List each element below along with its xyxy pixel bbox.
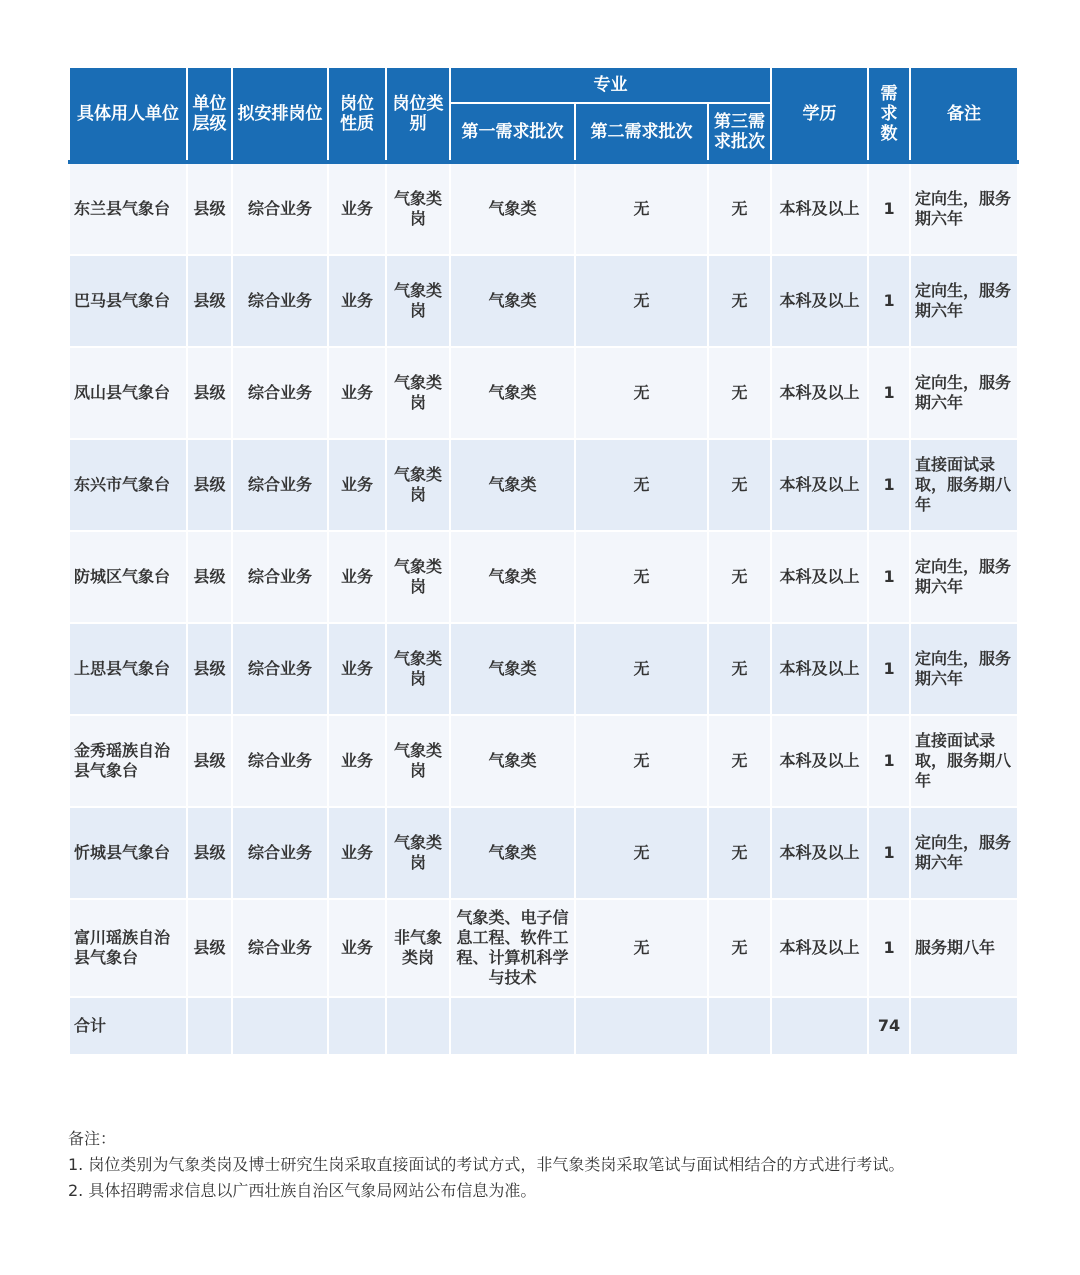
note-item: 2. 具体招聘需求信息以广西壮族自治区气象局网站公布信息为准。	[68, 1181, 537, 1200]
cell-category: 气象类岗	[386, 715, 450, 807]
cell-position: 综合业务	[232, 439, 328, 531]
header-major-third: 第三需求批次	[708, 103, 771, 162]
cell-unit: 巴马县气象台	[69, 255, 187, 347]
cell-education: 本科及以上	[771, 531, 868, 623]
cell-major-first: 气象类、电子信息工程、软件工程、计算机科学与技术	[450, 899, 575, 997]
table-row	[69, 347, 1018, 439]
cell-level: 县级	[187, 347, 232, 439]
cell-position: 综合业务	[232, 807, 328, 899]
cell-level: 县级	[187, 255, 232, 347]
cell-level: 县级	[187, 623, 232, 715]
cell-remark: 定向生，服务期六年	[910, 531, 1018, 623]
cell-nature: 业务	[328, 347, 386, 439]
cell-nature: 业务	[328, 439, 386, 531]
cell-unit: 上思县气象台	[69, 623, 187, 715]
cell-unit: 东兰县气象台	[69, 162, 187, 255]
cell-major-first: 气象类	[450, 255, 575, 347]
cell-remark: 定向生，服务期六年	[910, 162, 1018, 255]
total-empty-cell	[232, 997, 328, 1055]
cell-major-third: 无	[708, 531, 771, 623]
total-empty-cell	[708, 997, 771, 1055]
cell-major-third: 无	[708, 439, 771, 531]
total-empty-cell	[575, 997, 708, 1055]
cell-level: 县级	[187, 531, 232, 623]
cell-unit: 凤山县气象台	[69, 347, 187, 439]
cell-category: 非气象类岗	[386, 899, 450, 997]
total-count: 74	[868, 997, 910, 1055]
table-row	[69, 162, 1018, 255]
header-level: 单位层级	[187, 67, 232, 162]
table-row	[69, 531, 1018, 623]
table-row	[69, 715, 1018, 807]
recruitment-table	[68, 66, 1019, 1056]
cell-remark: 定向生，服务期六年	[910, 255, 1018, 347]
cell-unit: 忻城县气象台	[69, 807, 187, 899]
header-position: 拟安排岗位	[232, 67, 328, 162]
table-row	[69, 623, 1018, 715]
cell-major-second: 无	[575, 899, 708, 997]
cell-major-third: 无	[708, 347, 771, 439]
cell-major-second: 无	[575, 531, 708, 623]
cell-major-first: 气象类	[450, 347, 575, 439]
cell-major-third: 无	[708, 162, 771, 255]
cell-major-first: 气象类	[450, 162, 575, 255]
cell-level: 县级	[187, 899, 232, 997]
header-major: 专业	[450, 67, 771, 103]
cell-major-first: 气象类	[450, 531, 575, 623]
total-empty-cell	[910, 997, 1018, 1055]
cell-education: 本科及以上	[771, 255, 868, 347]
cell-remark: 服务期八年	[910, 899, 1018, 997]
cell-position: 综合业务	[232, 531, 328, 623]
cell-category: 气象类岗	[386, 531, 450, 623]
table-row	[69, 899, 1018, 997]
cell-level: 县级	[187, 439, 232, 531]
cell-category: 气象类岗	[386, 807, 450, 899]
cell-remark: 直接面试录取，服务期八年	[910, 715, 1018, 807]
cell-major-second: 无	[575, 255, 708, 347]
cell-level: 县级	[187, 715, 232, 807]
cell-unit: 金秀瑶族自治县气象台	[69, 715, 187, 807]
cell-major-second: 无	[575, 347, 708, 439]
cell-major-first: 气象类	[450, 623, 575, 715]
cell-count: 1	[868, 807, 910, 899]
header-category: 岗位类别	[386, 67, 450, 162]
cell-nature: 业务	[328, 162, 386, 255]
cell-unit: 东兴市气象台	[69, 439, 187, 531]
header-major-first: 第一需求批次	[450, 103, 575, 162]
header-unit: 具体用人单位	[69, 67, 187, 162]
total-row	[69, 997, 1018, 1055]
cell-major-third: 无	[708, 255, 771, 347]
cell-nature: 业务	[328, 531, 386, 623]
cell-category: 气象类岗	[386, 623, 450, 715]
cell-nature: 业务	[328, 623, 386, 715]
cell-remark: 定向生，服务期六年	[910, 807, 1018, 899]
cell-remark: 直接面试录取，服务期八年	[910, 439, 1018, 531]
cell-major-second: 无	[575, 715, 708, 807]
cell-major-first: 气象类	[450, 715, 575, 807]
header-count: 需求数	[868, 67, 910, 162]
cell-education: 本科及以上	[771, 347, 868, 439]
cell-nature: 业务	[328, 807, 386, 899]
total-empty-cell	[386, 997, 450, 1055]
header-remark: 备注	[910, 67, 1018, 162]
total-empty-cell	[450, 997, 575, 1055]
cell-education: 本科及以上	[771, 162, 868, 255]
cell-count: 1	[868, 439, 910, 531]
cell-category: 气象类岗	[386, 439, 450, 531]
cell-position: 综合业务	[232, 715, 328, 807]
notes-title: 备注：	[68, 1129, 117, 1148]
cell-nature: 业务	[328, 255, 386, 347]
total-empty-cell	[187, 997, 232, 1055]
cell-major-third: 无	[708, 715, 771, 807]
cell-count: 1	[868, 623, 910, 715]
cell-count: 1	[868, 899, 910, 997]
cell-major-first: 气象类	[450, 439, 575, 531]
cell-category: 气象类岗	[386, 162, 450, 255]
header-nature: 岗位性质	[328, 67, 386, 162]
cell-category: 气象类岗	[386, 347, 450, 439]
cell-major-third: 无	[708, 623, 771, 715]
cell-education: 本科及以上	[771, 715, 868, 807]
cell-position: 综合业务	[232, 347, 328, 439]
table-row	[69, 439, 1018, 531]
cell-count: 1	[868, 715, 910, 807]
cell-level: 县级	[187, 807, 232, 899]
cell-nature: 业务	[328, 715, 386, 807]
cell-position: 综合业务	[232, 255, 328, 347]
table-header	[69, 67, 1018, 162]
cell-major-third: 无	[708, 807, 771, 899]
cell-major-second: 无	[575, 439, 708, 531]
cell-position: 综合业务	[232, 899, 328, 997]
cell-count: 1	[868, 255, 910, 347]
cell-major-second: 无	[575, 807, 708, 899]
cell-major-second: 无	[575, 623, 708, 715]
total-empty-cell	[771, 997, 868, 1055]
notes-section	[68, 1126, 1028, 1204]
cell-position: 综合业务	[232, 162, 328, 255]
note-item: 1. 岗位类别为气象类岗及博士研究生岗采取直接面试的考试方式，非气象类岗采取笔试与面试相结合的方式进行考试。	[68, 1155, 905, 1174]
cell-count: 1	[868, 347, 910, 439]
cell-major-second: 无	[575, 162, 708, 255]
header-education: 学历	[771, 67, 868, 162]
cell-level: 县级	[187, 162, 232, 255]
total-empty-cell	[328, 997, 386, 1055]
header-major-second: 第二需求批次	[575, 103, 708, 162]
cell-unit: 富川瑶族自治县气象台	[69, 899, 187, 997]
table-row	[69, 807, 1018, 899]
cell-count: 1	[868, 531, 910, 623]
cell-remark: 定向生，服务期六年	[910, 347, 1018, 439]
cell-category: 气象类岗	[386, 255, 450, 347]
table-body	[69, 162, 1018, 1055]
table-row	[69, 255, 1018, 347]
cell-count: 1	[868, 162, 910, 255]
cell-major-third: 无	[708, 899, 771, 997]
cell-education: 本科及以上	[771, 623, 868, 715]
cell-remark: 定向生，服务期六年	[910, 623, 1018, 715]
cell-education: 本科及以上	[771, 899, 868, 997]
cell-unit: 防城区气象台	[69, 531, 187, 623]
cell-position: 综合业务	[232, 623, 328, 715]
cell-major-first: 气象类	[450, 807, 575, 899]
cell-nature: 业务	[328, 899, 386, 997]
cell-education: 本科及以上	[771, 439, 868, 531]
cell-education: 本科及以上	[771, 807, 868, 899]
total-label: 合计	[69, 997, 187, 1055]
